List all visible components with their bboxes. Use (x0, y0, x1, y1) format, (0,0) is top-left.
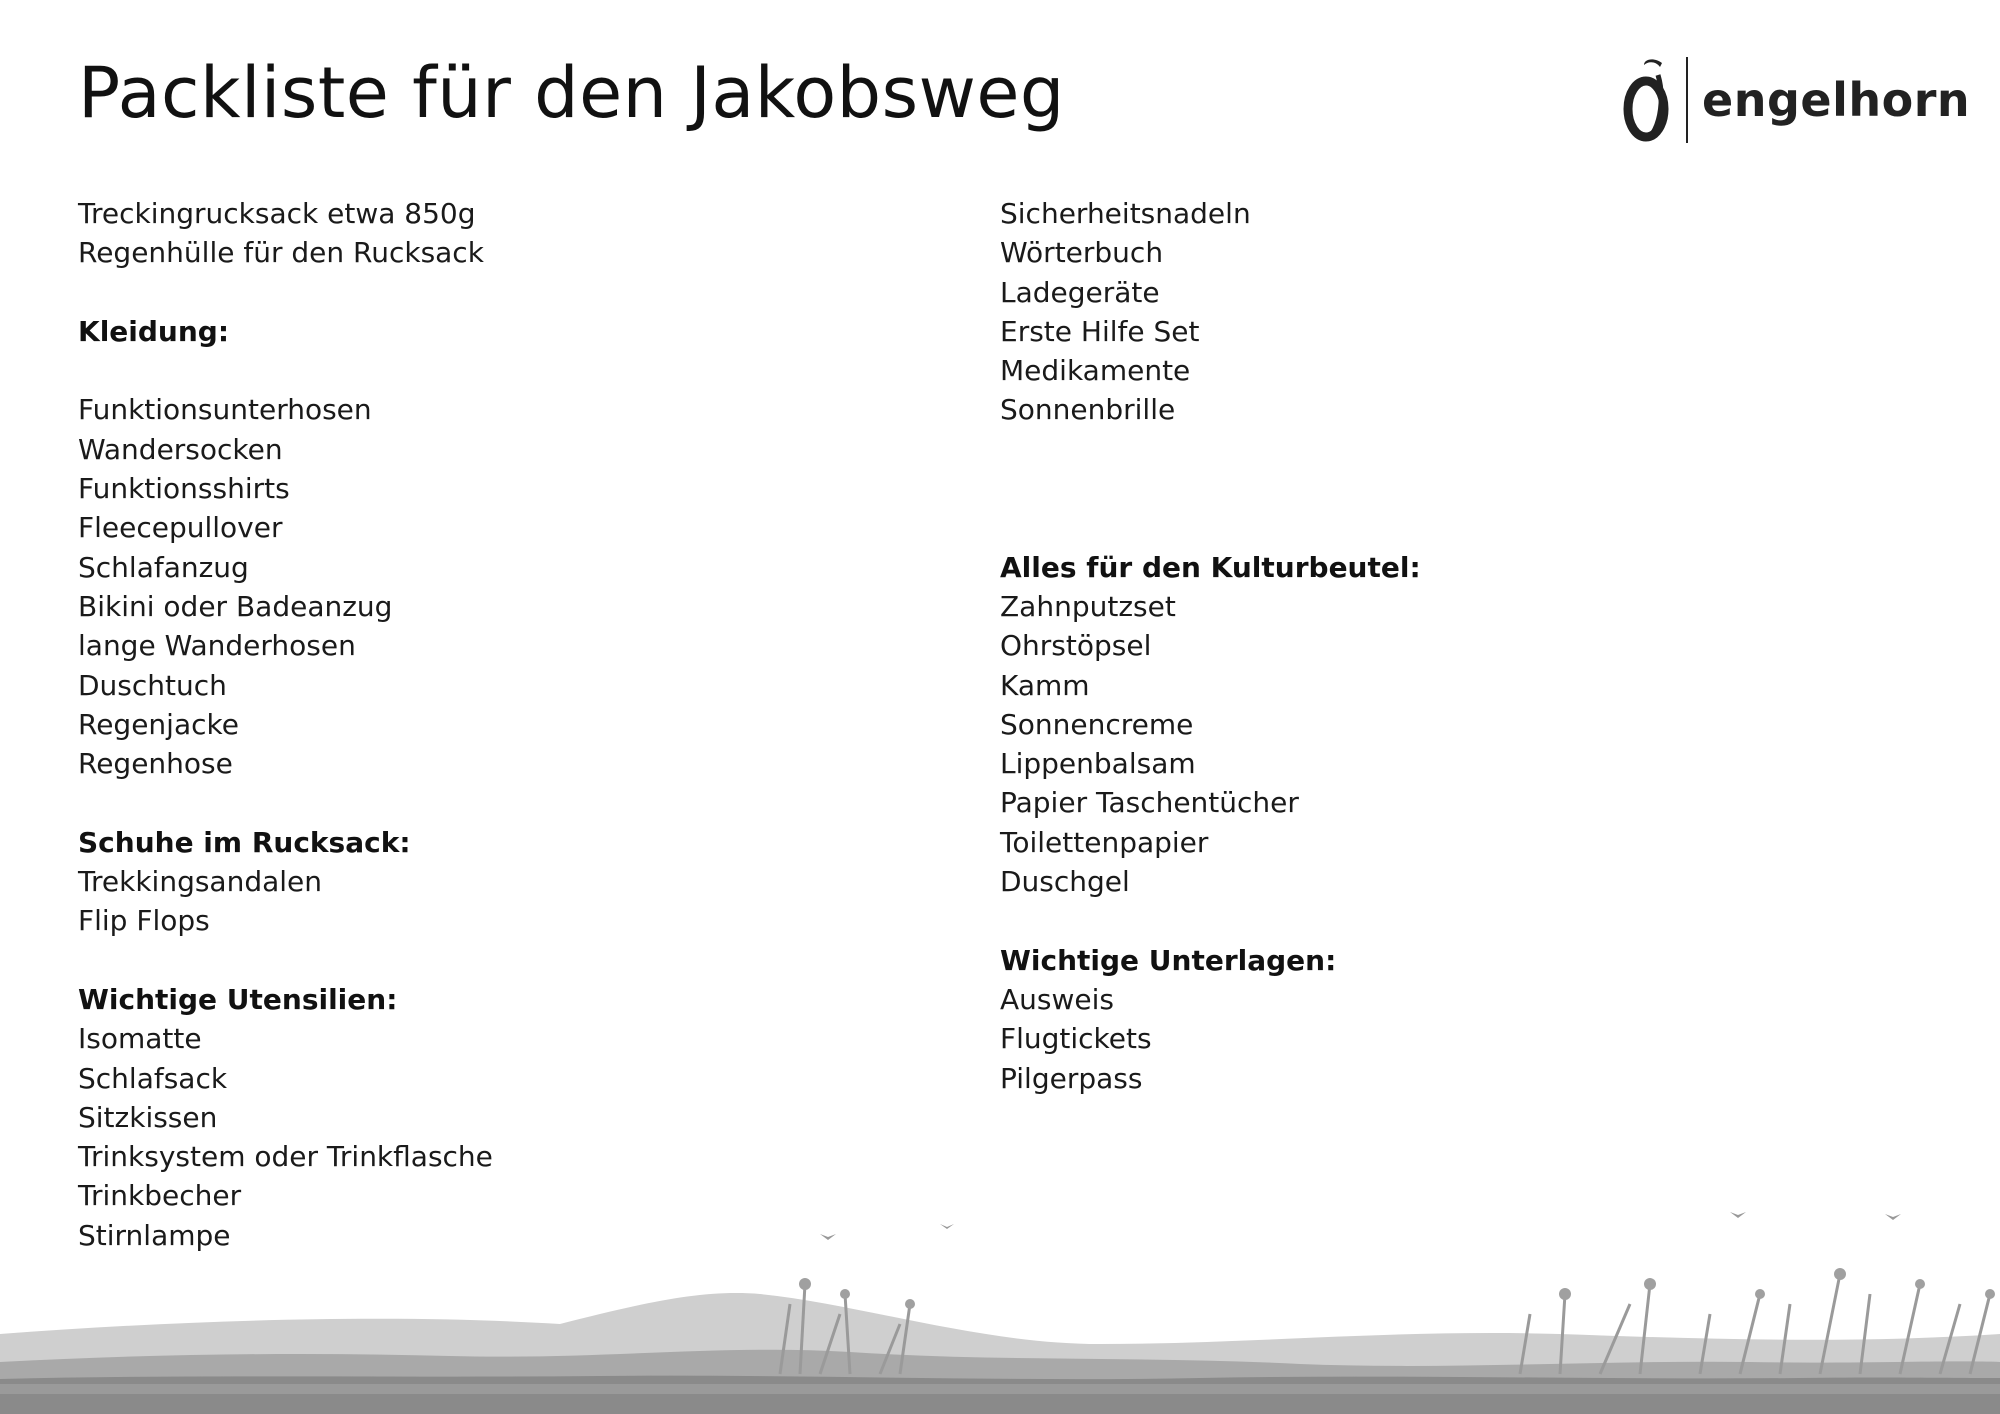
section-heading-unterlagen: Wichtige Unterlagen: (1000, 943, 1337, 977)
list-item: Wandersocken (78, 432, 283, 466)
list-item: Flugtickets (1000, 1022, 1152, 1056)
engelhorn-logo-icon (1618, 55, 1676, 145)
list-item: Papier Taschentücher (1000, 786, 1299, 820)
list-item: Ausweis (1000, 982, 1114, 1016)
left-column (78, 194, 938, 1255)
list-item: Schlafanzug (78, 550, 249, 584)
list-item: lange Wanderhosen (78, 629, 356, 663)
list-item: Sonnenbrille (1000, 393, 1176, 427)
list-item: Flip Flops (78, 904, 210, 938)
list-item: Ladegeräte (1000, 275, 1160, 309)
section-heading-kulturbeutel: Alles für den Kulturbeutel: (1000, 550, 1421, 584)
logo-divider (1686, 57, 1688, 143)
landscape-illustration (0, 1194, 2000, 1414)
grass-strip (0, 1384, 2000, 1394)
list-item: Trekkingsandalen (78, 865, 323, 899)
list-item: Funktionsshirts (78, 472, 290, 506)
list-item: Treckingrucksack etwa 850g (78, 197, 476, 230)
list-item: Bikini oder Badeanzug (78, 589, 393, 623)
list-item: Lippenbalsam (1000, 747, 1196, 781)
list-item: Trinkbecher (78, 1179, 242, 1213)
section-heading-utensilien: Wichtige Utensilien: (78, 982, 398, 1016)
list-item: Schlafsack (78, 1061, 228, 1095)
list-item: Pilgerpass (1000, 1061, 1143, 1095)
list-item: Stirnlampe (78, 1218, 231, 1252)
list-item: Sonnencreme (1000, 707, 1194, 741)
list-item: Regenjacke (78, 707, 239, 741)
birds (820, 1212, 1901, 1240)
section-heading-kleidung: Kleidung: (78, 314, 230, 348)
list-item: Isomatte (78, 1022, 202, 1056)
list-item: Sicherheitsnadeln (1000, 197, 1251, 230)
hill-front (0, 1376, 2000, 1414)
list-item: Wörterbuch (1000, 236, 1164, 270)
page-title: Packliste für den Jakobsweg (78, 52, 1065, 134)
list-item: Ohrstöpsel (1000, 629, 1152, 663)
list-item: Fleecepullover (78, 511, 283, 545)
list-item: Medikamente (1000, 354, 1191, 388)
list-item: Erste Hilfe Set (1000, 314, 1200, 348)
brand-name: engelhorn (1702, 73, 1971, 127)
list-item: Zahnputzset (1000, 589, 1176, 623)
list-item: Regenhose (78, 747, 233, 781)
list-item: Duschtuch (78, 668, 227, 702)
section-heading-schuhe: Schuhe im Rucksack: (78, 825, 411, 859)
list-item: Funktionsunterhosen (78, 393, 372, 427)
list-item: Duschgel (1000, 865, 1130, 899)
brand-logo (1618, 52, 1970, 148)
right-column (1000, 194, 1860, 1098)
list-item: Trinksystem oder Trinkflasche (78, 1140, 493, 1174)
list-item: Sitzkissen (78, 1100, 218, 1134)
flower-heads (799, 1268, 1995, 1309)
list-item: Kamm (1000, 668, 1090, 702)
list-item: Toilettenpapier (1000, 825, 1209, 859)
list-item: Regenhülle für den Rucksack (78, 236, 484, 270)
